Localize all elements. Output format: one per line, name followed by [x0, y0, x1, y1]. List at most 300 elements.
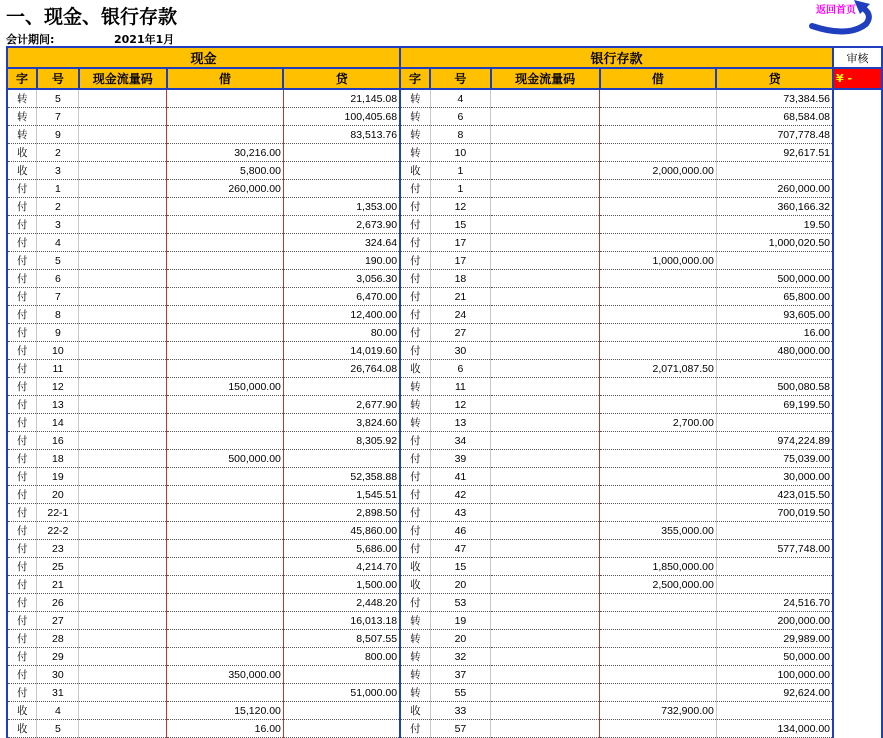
- bank-credit-cell[interactable]: 73,384.56: [716, 89, 833, 108]
- cash-no-cell[interactable]: 5: [37, 720, 79, 738]
- bank-zi-cell[interactable]: 付: [400, 342, 430, 360]
- bank-debit-cell[interactable]: 1,850,000.00: [600, 558, 717, 576]
- bank-code-cell[interactable]: [491, 396, 600, 414]
- cash-credit-cell[interactable]: [283, 162, 400, 180]
- cash-credit-cell[interactable]: 5,686.00: [283, 540, 400, 558]
- cash-debit-cell[interactable]: 5,800.00: [167, 162, 284, 180]
- cash-code-cell[interactable]: [79, 576, 167, 594]
- cash-credit-cell[interactable]: 1,353.00: [283, 198, 400, 216]
- bank-zi-cell[interactable]: 收: [400, 558, 430, 576]
- bank-credit-cell[interactable]: 69,199.50: [716, 396, 833, 414]
- cash-debit-cell[interactable]: [167, 414, 284, 432]
- review-cell[interactable]: [833, 162, 882, 180]
- bank-zi-cell[interactable]: 付: [400, 288, 430, 306]
- cash-no-cell[interactable]: 25: [37, 558, 79, 576]
- review-cell[interactable]: [833, 198, 882, 216]
- bank-credit-cell[interactable]: [716, 162, 833, 180]
- review-cell[interactable]: [833, 180, 882, 198]
- bank-debit-cell[interactable]: [600, 234, 717, 252]
- review-cell[interactable]: [833, 558, 882, 576]
- cash-credit-cell[interactable]: 190.00: [283, 252, 400, 270]
- bank-debit-cell[interactable]: [600, 666, 717, 684]
- bank-no-cell[interactable]: 19: [430, 612, 491, 630]
- review-cell[interactable]: [833, 108, 882, 126]
- cash-zi-cell[interactable]: 付: [7, 216, 37, 234]
- bank-zi-cell[interactable]: 付: [400, 522, 430, 540]
- bank-code-cell[interactable]: [491, 432, 600, 450]
- bank-credit-cell[interactable]: [716, 252, 833, 270]
- cash-debit-cell[interactable]: [167, 576, 284, 594]
- cash-zi-cell[interactable]: 付: [7, 630, 37, 648]
- cash-credit-cell[interactable]: 16,013.18: [283, 612, 400, 630]
- cash-code-cell[interactable]: [79, 324, 167, 342]
- cash-code-cell[interactable]: [79, 198, 167, 216]
- bank-debit-cell[interactable]: [600, 432, 717, 450]
- bank-zi-cell[interactable]: 转: [400, 144, 430, 162]
- bank-credit-cell[interactable]: 65,800.00: [716, 288, 833, 306]
- bank-debit-cell[interactable]: 2,000,000.00: [600, 162, 717, 180]
- cash-credit-cell[interactable]: [283, 180, 400, 198]
- bank-debit-cell[interactable]: [600, 144, 717, 162]
- cash-debit-cell[interactable]: [167, 486, 284, 504]
- bank-credit-cell[interactable]: 92,624.00: [716, 684, 833, 702]
- bank-code-cell[interactable]: [491, 468, 600, 486]
- bank-no-cell[interactable]: 37: [430, 666, 491, 684]
- cash-credit-cell[interactable]: 80.00: [283, 324, 400, 342]
- review-cell[interactable]: [833, 450, 882, 468]
- bank-zi-cell[interactable]: 转: [400, 396, 430, 414]
- review-cell[interactable]: [833, 378, 882, 396]
- bank-code-cell[interactable]: [491, 89, 600, 108]
- cash-code-cell[interactable]: [79, 594, 167, 612]
- bank-zi-cell[interactable]: 收: [400, 360, 430, 378]
- bank-no-cell[interactable]: 20: [430, 630, 491, 648]
- cash-credit-cell[interactable]: 2,673.90: [283, 216, 400, 234]
- bank-zi-cell[interactable]: 转: [400, 89, 430, 108]
- bank-zi-cell[interactable]: 付: [400, 720, 430, 738]
- review-cell[interactable]: [833, 342, 882, 360]
- cash-code-cell[interactable]: [79, 216, 167, 234]
- bank-zi-cell[interactable]: 付: [400, 234, 430, 252]
- bank-debit-cell[interactable]: [600, 342, 717, 360]
- bank-credit-cell[interactable]: [716, 576, 833, 594]
- bank-zi-cell[interactable]: 转: [400, 126, 430, 144]
- bank-code-cell[interactable]: [491, 486, 600, 504]
- cash-debit-cell[interactable]: [167, 252, 284, 270]
- cash-debit-cell[interactable]: [167, 594, 284, 612]
- cash-code-cell[interactable]: [79, 684, 167, 702]
- bank-zi-cell[interactable]: 付: [400, 432, 430, 450]
- bank-zi-cell[interactable]: 付: [400, 252, 430, 270]
- cash-debit-cell[interactable]: 150,000.00: [167, 378, 284, 396]
- cash-zi-cell[interactable]: 转: [7, 108, 37, 126]
- cash-debit-cell[interactable]: [167, 648, 284, 666]
- cash-debit-cell[interactable]: [167, 684, 284, 702]
- cash-code-cell[interactable]: [79, 108, 167, 126]
- bank-debit-cell[interactable]: [600, 270, 717, 288]
- cash-zi-cell[interactable]: 付: [7, 450, 37, 468]
- cash-code-cell[interactable]: [79, 612, 167, 630]
- cash-no-cell[interactable]: 22-1: [37, 504, 79, 522]
- cash-debit-cell[interactable]: [167, 360, 284, 378]
- bank-credit-cell[interactable]: 100,000.00: [716, 666, 833, 684]
- cash-zi-cell[interactable]: 收: [7, 144, 37, 162]
- cash-zi-cell[interactable]: 付: [7, 432, 37, 450]
- bank-credit-cell[interactable]: 707,778.48: [716, 126, 833, 144]
- review-cell[interactable]: [833, 684, 882, 702]
- bank-code-cell[interactable]: [491, 252, 600, 270]
- cash-debit-cell[interactable]: 260,000.00: [167, 180, 284, 198]
- cash-zi-cell[interactable]: 付: [7, 396, 37, 414]
- cash-credit-cell[interactable]: 51,000.00: [283, 684, 400, 702]
- bank-credit-cell[interactable]: 974,224.89: [716, 432, 833, 450]
- cash-zi-cell[interactable]: 付: [7, 342, 37, 360]
- bank-debit-cell[interactable]: [600, 450, 717, 468]
- review-cell[interactable]: [833, 414, 882, 432]
- cash-no-cell[interactable]: 31: [37, 684, 79, 702]
- bank-credit-cell[interactable]: 16.00: [716, 324, 833, 342]
- bank-code-cell[interactable]: [491, 702, 600, 720]
- bank-credit-cell[interactable]: 480,000.00: [716, 342, 833, 360]
- bank-credit-cell[interactable]: 30,000.00: [716, 468, 833, 486]
- cash-code-cell[interactable]: [79, 342, 167, 360]
- cash-debit-cell[interactable]: 30,216.00: [167, 144, 284, 162]
- bank-no-cell[interactable]: 20: [430, 576, 491, 594]
- bank-zi-cell[interactable]: 付: [400, 306, 430, 324]
- bank-no-cell[interactable]: 15: [430, 216, 491, 234]
- bank-zi-cell[interactable]: 付: [400, 216, 430, 234]
- cash-code-cell[interactable]: [79, 270, 167, 288]
- cash-code-cell[interactable]: [79, 702, 167, 720]
- cash-no-cell[interactable]: 10: [37, 342, 79, 360]
- cash-zi-cell[interactable]: 付: [7, 576, 37, 594]
- review-cell[interactable]: [833, 648, 882, 666]
- bank-code-cell[interactable]: [491, 270, 600, 288]
- bank-debit-cell[interactable]: [600, 396, 717, 414]
- bank-no-cell[interactable]: 8: [430, 126, 491, 144]
- cash-credit-cell[interactable]: 8,507.55: [283, 630, 400, 648]
- bank-credit-cell[interactable]: 423,015.50: [716, 486, 833, 504]
- cash-zi-cell[interactable]: 转: [7, 126, 37, 144]
- cash-no-cell[interactable]: 16: [37, 432, 79, 450]
- bank-no-cell[interactable]: 42: [430, 486, 491, 504]
- bank-debit-cell[interactable]: [600, 540, 717, 558]
- cash-code-cell[interactable]: [79, 558, 167, 576]
- cash-zi-cell[interactable]: 付: [7, 378, 37, 396]
- cash-no-cell[interactable]: 4: [37, 234, 79, 252]
- cash-zi-cell[interactable]: 付: [7, 594, 37, 612]
- bank-credit-cell[interactable]: 134,000.00: [716, 720, 833, 738]
- bank-debit-cell[interactable]: [600, 594, 717, 612]
- review-cell[interactable]: [833, 144, 882, 162]
- cash-code-cell[interactable]: [79, 306, 167, 324]
- cash-code-cell[interactable]: [79, 144, 167, 162]
- bank-debit-cell[interactable]: [600, 684, 717, 702]
- bank-credit-cell[interactable]: 200,000.00: [716, 612, 833, 630]
- bank-code-cell[interactable]: [491, 216, 600, 234]
- bank-code-cell[interactable]: [491, 234, 600, 252]
- review-cell[interactable]: [833, 702, 882, 720]
- review-cell[interactable]: [833, 540, 882, 558]
- review-cell[interactable]: [833, 360, 882, 378]
- bank-code-cell[interactable]: [491, 450, 600, 468]
- review-cell[interactable]: [833, 252, 882, 270]
- cash-no-cell[interactable]: 23: [37, 540, 79, 558]
- cash-zi-cell[interactable]: 付: [7, 180, 37, 198]
- cash-debit-cell[interactable]: [167, 468, 284, 486]
- bank-code-cell[interactable]: [491, 414, 600, 432]
- cash-zi-cell[interactable]: 付: [7, 198, 37, 216]
- cash-no-cell[interactable]: 4: [37, 702, 79, 720]
- review-cell[interactable]: [833, 522, 882, 540]
- bank-debit-cell[interactable]: [600, 378, 717, 396]
- bank-credit-cell[interactable]: 75,039.00: [716, 450, 833, 468]
- bank-no-cell[interactable]: 46: [430, 522, 491, 540]
- cash-no-cell[interactable]: 29: [37, 648, 79, 666]
- bank-no-cell[interactable]: 43: [430, 504, 491, 522]
- bank-debit-cell[interactable]: 1,000,000.00: [600, 252, 717, 270]
- cash-code-cell[interactable]: [79, 522, 167, 540]
- bank-credit-cell[interactable]: 19.50: [716, 216, 833, 234]
- bank-code-cell[interactable]: [491, 540, 600, 558]
- cash-credit-cell[interactable]: 4,214.70: [283, 558, 400, 576]
- cash-zi-cell[interactable]: 付: [7, 306, 37, 324]
- cash-zi-cell[interactable]: 付: [7, 648, 37, 666]
- bank-no-cell[interactable]: 21: [430, 288, 491, 306]
- bank-debit-cell[interactable]: [600, 324, 717, 342]
- cash-zi-cell[interactable]: 付: [7, 270, 37, 288]
- bank-code-cell[interactable]: [491, 612, 600, 630]
- cash-code-cell[interactable]: [79, 288, 167, 306]
- bank-code-cell[interactable]: [491, 504, 600, 522]
- bank-code-cell[interactable]: [491, 144, 600, 162]
- bank-credit-cell[interactable]: [716, 414, 833, 432]
- bank-code-cell[interactable]: [491, 180, 600, 198]
- bank-code-cell[interactable]: [491, 720, 600, 738]
- bank-code-cell[interactable]: [491, 630, 600, 648]
- bank-no-cell[interactable]: 13: [430, 414, 491, 432]
- cash-credit-cell[interactable]: 21,145.08: [283, 89, 400, 108]
- bank-zi-cell[interactable]: 付: [400, 450, 430, 468]
- bank-debit-cell[interactable]: [600, 630, 717, 648]
- cash-zi-cell[interactable]: 转: [7, 89, 37, 108]
- cash-zi-cell[interactable]: 付: [7, 522, 37, 540]
- bank-no-cell[interactable]: 57: [430, 720, 491, 738]
- cash-zi-cell[interactable]: 付: [7, 234, 37, 252]
- review-cell[interactable]: [833, 432, 882, 450]
- bank-credit-cell[interactable]: 500,000.00: [716, 270, 833, 288]
- review-cell[interactable]: [833, 468, 882, 486]
- cash-code-cell[interactable]: [79, 648, 167, 666]
- bank-debit-cell[interactable]: [600, 126, 717, 144]
- bank-code-cell[interactable]: [491, 666, 600, 684]
- bank-credit-cell[interactable]: [716, 558, 833, 576]
- cash-credit-cell[interactable]: 2,898.50: [283, 504, 400, 522]
- cash-credit-cell[interactable]: 2,677.90: [283, 396, 400, 414]
- bank-no-cell[interactable]: 17: [430, 234, 491, 252]
- cash-no-cell[interactable]: 27: [37, 612, 79, 630]
- review-cell[interactable]: [833, 270, 882, 288]
- cash-credit-cell[interactable]: 3,824.60: [283, 414, 400, 432]
- cash-debit-cell[interactable]: [167, 612, 284, 630]
- cash-debit-cell[interactable]: 15,120.00: [167, 702, 284, 720]
- bank-debit-cell[interactable]: [600, 288, 717, 306]
- bank-debit-cell[interactable]: [600, 612, 717, 630]
- cash-code-cell[interactable]: [79, 89, 167, 108]
- cash-code-cell[interactable]: [79, 504, 167, 522]
- bank-code-cell[interactable]: [491, 522, 600, 540]
- cash-credit-cell[interactable]: 324.64: [283, 234, 400, 252]
- cash-credit-cell[interactable]: 83,513.76: [283, 126, 400, 144]
- bank-no-cell[interactable]: 27: [430, 324, 491, 342]
- cash-zi-cell[interactable]: 收: [7, 720, 37, 738]
- cash-no-cell[interactable]: 11: [37, 360, 79, 378]
- bank-code-cell[interactable]: [491, 594, 600, 612]
- cash-credit-cell[interactable]: [283, 666, 400, 684]
- bank-no-cell[interactable]: 17: [430, 252, 491, 270]
- review-cell[interactable]: [833, 612, 882, 630]
- cash-no-cell[interactable]: 12: [37, 378, 79, 396]
- cash-no-cell[interactable]: 9: [37, 126, 79, 144]
- cash-no-cell[interactable]: 1: [37, 180, 79, 198]
- cash-zi-cell[interactable]: 付: [7, 360, 37, 378]
- cash-no-cell[interactable]: 20: [37, 486, 79, 504]
- bank-no-cell[interactable]: 30: [430, 342, 491, 360]
- bank-code-cell[interactable]: [491, 162, 600, 180]
- bank-credit-cell[interactable]: [716, 360, 833, 378]
- bank-debit-cell[interactable]: [600, 180, 717, 198]
- cash-zi-cell[interactable]: 收: [7, 162, 37, 180]
- cash-credit-cell[interactable]: [283, 702, 400, 720]
- bank-debit-cell[interactable]: [600, 504, 717, 522]
- cash-debit-cell[interactable]: [167, 396, 284, 414]
- cash-debit-cell[interactable]: [167, 108, 284, 126]
- bank-debit-cell[interactable]: [600, 306, 717, 324]
- bank-no-cell[interactable]: 41: [430, 468, 491, 486]
- cash-no-cell[interactable]: 2: [37, 144, 79, 162]
- cash-no-cell[interactable]: 22-2: [37, 522, 79, 540]
- bank-no-cell[interactable]: 47: [430, 540, 491, 558]
- cash-debit-cell[interactable]: 500,000.00: [167, 450, 284, 468]
- cash-zi-cell[interactable]: 付: [7, 324, 37, 342]
- bank-credit-cell[interactable]: 93,605.00: [716, 306, 833, 324]
- cash-credit-cell[interactable]: 45,860.00: [283, 522, 400, 540]
- bank-zi-cell[interactable]: 转: [400, 612, 430, 630]
- bank-credit-cell[interactable]: 500,080.58: [716, 378, 833, 396]
- cash-no-cell[interactable]: 6: [37, 270, 79, 288]
- bank-no-cell[interactable]: 12: [430, 198, 491, 216]
- bank-credit-cell[interactable]: 360,166.32: [716, 198, 833, 216]
- bank-zi-cell[interactable]: 付: [400, 270, 430, 288]
- cash-no-cell[interactable]: 30: [37, 666, 79, 684]
- review-value-cell[interactable]: ¥ -: [833, 68, 882, 89]
- cash-no-cell[interactable]: 13: [37, 396, 79, 414]
- cash-zi-cell[interactable]: 付: [7, 684, 37, 702]
- bank-zi-cell[interactable]: 收: [400, 576, 430, 594]
- cash-code-cell[interactable]: [79, 180, 167, 198]
- bank-no-cell[interactable]: 11: [430, 378, 491, 396]
- cash-code-cell[interactable]: [79, 234, 167, 252]
- cash-debit-cell[interactable]: [167, 540, 284, 558]
- bank-code-cell[interactable]: [491, 126, 600, 144]
- bank-no-cell[interactable]: 33: [430, 702, 491, 720]
- cash-credit-cell[interactable]: 2,448.20: [283, 594, 400, 612]
- bank-debit-cell[interactable]: 2,500,000.00: [600, 576, 717, 594]
- cash-credit-cell[interactable]: 800.00: [283, 648, 400, 666]
- cash-credit-cell[interactable]: 100,405.68: [283, 108, 400, 126]
- cash-credit-cell[interactable]: 3,056.30: [283, 270, 400, 288]
- cash-no-cell[interactable]: 18: [37, 450, 79, 468]
- bank-no-cell[interactable]: 4: [430, 89, 491, 108]
- review-cell[interactable]: [833, 126, 882, 144]
- cash-no-cell[interactable]: 3: [37, 162, 79, 180]
- cash-no-cell[interactable]: 28: [37, 630, 79, 648]
- cash-debit-cell[interactable]: [167, 306, 284, 324]
- cash-zi-cell[interactable]: 付: [7, 540, 37, 558]
- cash-code-cell[interactable]: [79, 360, 167, 378]
- cash-code-cell[interactable]: [79, 126, 167, 144]
- cash-debit-cell[interactable]: [167, 126, 284, 144]
- bank-code-cell[interactable]: [491, 684, 600, 702]
- bank-zi-cell[interactable]: 转: [400, 648, 430, 666]
- bank-code-cell[interactable]: [491, 360, 600, 378]
- cash-code-cell[interactable]: [79, 450, 167, 468]
- cash-code-cell[interactable]: [79, 396, 167, 414]
- bank-zi-cell[interactable]: 付: [400, 198, 430, 216]
- cash-debit-cell[interactable]: [167, 89, 284, 108]
- bank-credit-cell[interactable]: 24,516.70: [716, 594, 833, 612]
- cash-debit-cell[interactable]: [167, 558, 284, 576]
- bank-debit-cell[interactable]: [600, 108, 717, 126]
- bank-code-cell[interactable]: [491, 378, 600, 396]
- cash-no-cell[interactable]: 8: [37, 306, 79, 324]
- bank-no-cell[interactable]: 18: [430, 270, 491, 288]
- cash-zi-cell[interactable]: 付: [7, 252, 37, 270]
- cash-no-cell[interactable]: 14: [37, 414, 79, 432]
- cash-zi-cell[interactable]: 付: [7, 504, 37, 522]
- bank-debit-cell[interactable]: [600, 486, 717, 504]
- bank-debit-cell[interactable]: 355,000.00: [600, 522, 717, 540]
- review-cell[interactable]: [833, 720, 882, 738]
- bank-zi-cell[interactable]: 付: [400, 540, 430, 558]
- cash-code-cell[interactable]: [79, 468, 167, 486]
- bank-credit-cell[interactable]: 700,019.50: [716, 504, 833, 522]
- bank-code-cell[interactable]: [491, 342, 600, 360]
- bank-no-cell[interactable]: 32: [430, 648, 491, 666]
- bank-no-cell[interactable]: 10: [430, 144, 491, 162]
- cash-no-cell[interactable]: 9: [37, 324, 79, 342]
- cash-debit-cell[interactable]: [167, 216, 284, 234]
- bank-code-cell[interactable]: [491, 288, 600, 306]
- bank-code-cell[interactable]: [491, 648, 600, 666]
- cash-credit-cell[interactable]: [283, 720, 400, 738]
- cash-no-cell[interactable]: 5: [37, 252, 79, 270]
- bank-zi-cell[interactable]: 付: [400, 486, 430, 504]
- bank-no-cell[interactable]: 1: [430, 162, 491, 180]
- bank-no-cell[interactable]: 34: [430, 432, 491, 450]
- cash-no-cell[interactable]: 21: [37, 576, 79, 594]
- bank-zi-cell[interactable]: 转: [400, 108, 430, 126]
- cash-credit-cell[interactable]: 6,470.00: [283, 288, 400, 306]
- review-cell[interactable]: [833, 486, 882, 504]
- bank-zi-cell[interactable]: 付: [400, 468, 430, 486]
- cash-debit-cell[interactable]: [167, 198, 284, 216]
- cash-debit-cell[interactable]: [167, 432, 284, 450]
- bank-code-cell[interactable]: [491, 324, 600, 342]
- review-cell[interactable]: [833, 216, 882, 234]
- bank-zi-cell[interactable]: 付: [400, 504, 430, 522]
- bank-credit-cell[interactable]: 260,000.00: [716, 180, 833, 198]
